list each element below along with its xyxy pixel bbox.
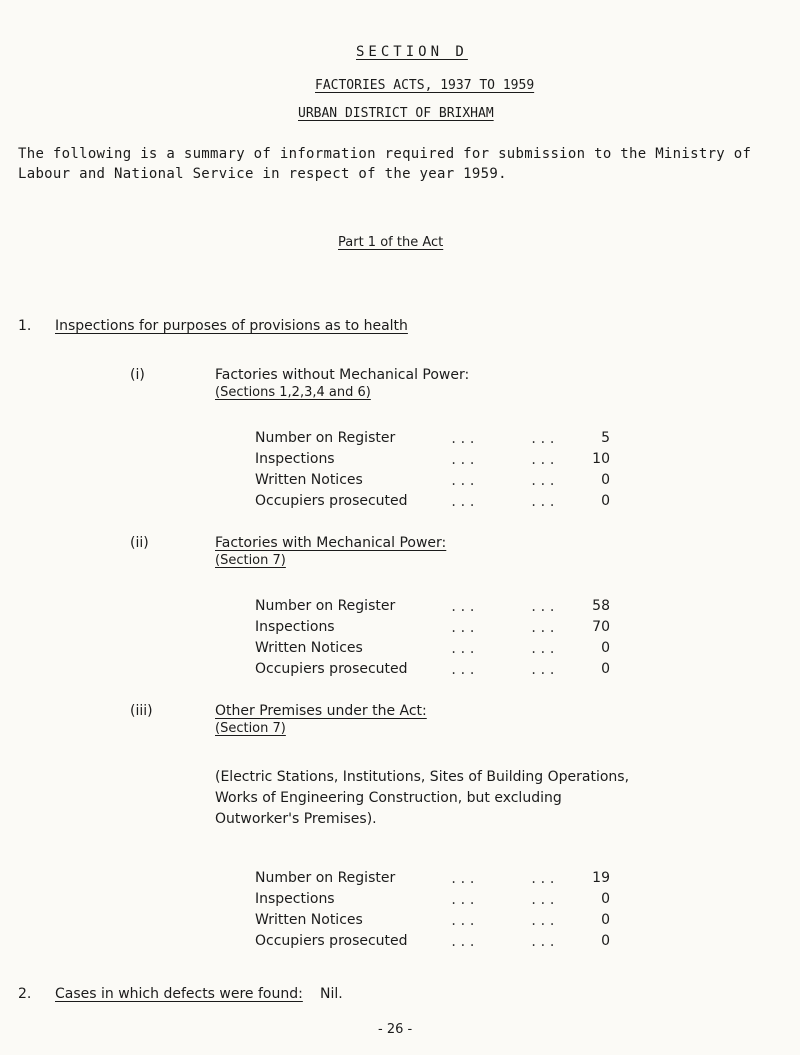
sub-ii-note: (Section 7)	[215, 553, 286, 568]
row-value: 0	[601, 493, 610, 509]
row-value: 0	[601, 933, 610, 949]
leader-dots: ...	[530, 642, 558, 656]
row-label: Occupiers prosecuted	[255, 493, 408, 509]
leader-dots: ...	[530, 600, 558, 614]
sub-iii-heading: Other Premises under the Act:	[215, 703, 427, 719]
leader-dots: ...	[450, 893, 478, 907]
leader-dots: ...	[530, 893, 558, 907]
row-label: Number on Register	[255, 430, 396, 446]
sub-i-label: (i)	[130, 367, 145, 383]
leader-dots: ...	[450, 872, 478, 886]
leader-dots: ...	[450, 914, 478, 928]
row-value: 5	[601, 430, 610, 446]
leader-dots: ...	[450, 474, 478, 488]
row-label: Occupiers prosecuted	[255, 661, 408, 677]
row-label: Number on Register	[255, 598, 396, 614]
leader-dots: ...	[450, 453, 478, 467]
leader-dots: ...	[530, 621, 558, 635]
sub-i-heading: Factories without Mechanical Power:	[215, 367, 470, 383]
row-value: 0	[601, 661, 610, 677]
leader-dots: ...	[530, 432, 558, 446]
sub-ii-heading: Factories with Mechanical Power:	[215, 535, 447, 551]
leader-dots: ...	[450, 621, 478, 635]
part-title: Part 1 of the Act	[338, 235, 444, 250]
leader-dots: ...	[530, 935, 558, 949]
row-label: Written Notices	[255, 472, 363, 488]
leader-dots: ...	[530, 914, 558, 928]
sub-ii-label: (ii)	[130, 535, 149, 551]
row-value: 0	[601, 912, 610, 928]
leader-dots: ...	[530, 495, 558, 509]
leader-dots: ...	[530, 663, 558, 677]
row-value: 0	[601, 472, 610, 488]
leader-dots: ...	[450, 642, 478, 656]
item2-value: Nil.	[320, 986, 343, 1002]
sub-iii-note: (Section 7)	[215, 721, 286, 736]
leader-dots: ...	[530, 872, 558, 886]
acts-title: FACTORIES ACTS, 1937 TO 1959	[315, 78, 535, 93]
leader-dots: ...	[450, 432, 478, 446]
row-value: 0	[601, 891, 610, 907]
sub-iii-description: (Electric Stations, Institutions, Sites of Building Operations, Works of Engineering Construction, but excluding Outworker's Premises).	[215, 769, 630, 827]
row-label: Inspections	[255, 619, 335, 635]
row-value: 70	[592, 619, 610, 635]
row-label: Number on Register	[255, 870, 396, 886]
leader-dots: ...	[450, 663, 478, 677]
item2-number: 2.	[18, 986, 32, 1002]
district-title: URBAN DISTRICT OF BRIXHAM	[298, 106, 494, 121]
item1-number: 1.	[18, 318, 32, 334]
row-value: 58	[592, 598, 610, 614]
item1-heading: Inspections for purposes of provisions as to health	[55, 318, 408, 334]
section-title: SECTION D	[356, 44, 468, 60]
leader-dots: ...	[450, 600, 478, 614]
item2-text: Cases in which defects were found:	[55, 986, 303, 1002]
leader-dots: ...	[450, 495, 478, 509]
leader-dots: ...	[450, 935, 478, 949]
row-value: 10	[592, 451, 610, 467]
row-label: Inspections	[255, 451, 335, 467]
row-label: Written Notices	[255, 912, 363, 928]
sub-iii-label: (iii)	[130, 703, 153, 719]
row-value: 0	[601, 640, 610, 656]
leader-dots: ...	[530, 474, 558, 488]
leader-dots: ...	[530, 453, 558, 467]
page-number: - 26 -	[378, 1022, 413, 1037]
intro-paragraph: The following is a summary of information required for submission to the Ministry of Labour and National Service in respect of the year 1959.	[18, 146, 752, 182]
row-label: Inspections	[255, 891, 335, 907]
row-value: 19	[592, 870, 610, 886]
row-label: Occupiers prosecuted	[255, 933, 408, 949]
row-label: Written Notices	[255, 640, 363, 656]
sub-i-note: (Sections 1,2,3,4 and 6)	[215, 385, 371, 400]
